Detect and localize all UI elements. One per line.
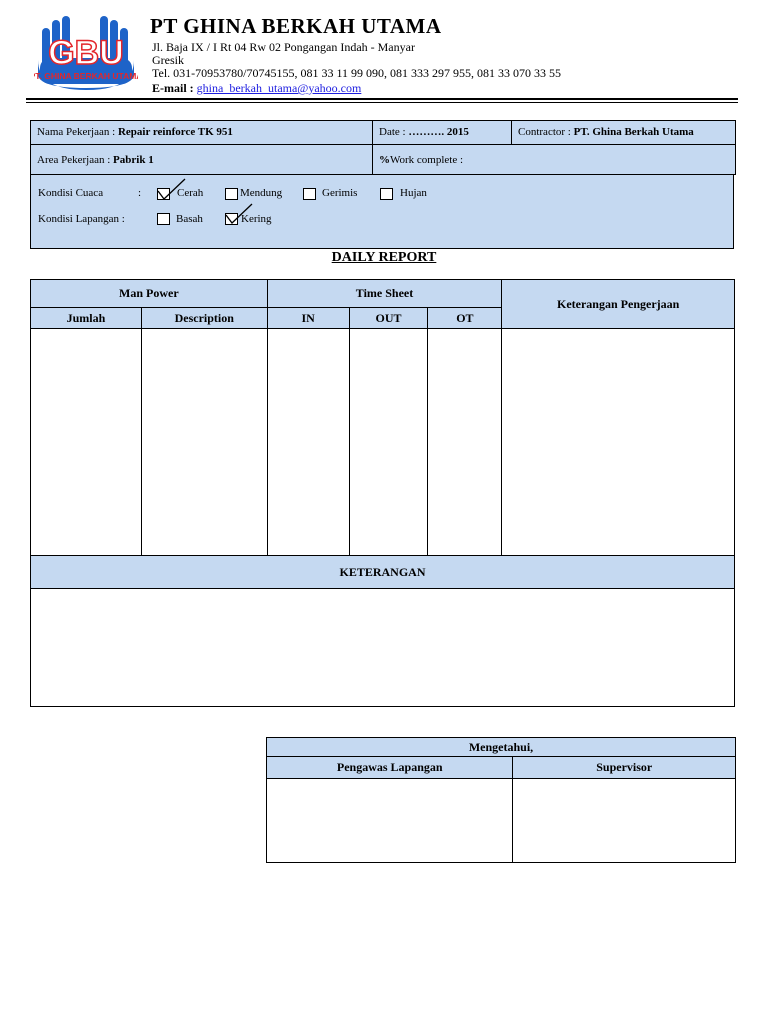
email-link[interactable]: ghina_berkah_utama@yahoo.com — [196, 81, 362, 95]
keterangan-pengerjaan-header: Keterangan Pengerjaan — [502, 280, 735, 329]
email-label: E-mail : — [152, 81, 197, 95]
nama-pekerjaan-value: Repair reinforce TK 951 — [117, 126, 233, 138]
address-line2: Gresik — [152, 53, 184, 67]
address-line1: Jl. Baja IX / I Rt 04 Rw 02 Pongangan Indah - Manyar — [152, 40, 415, 54]
logo-text: GBU — [48, 34, 124, 72]
job-info-box — [30, 120, 734, 249]
jumlah-cell[interactable] — [31, 329, 142, 556]
keterangan-pengerjaan-cell[interactable] — [502, 329, 735, 556]
work-complete-label: Work complete : — [390, 154, 464, 166]
checkbox-hujan[interactable] — [380, 188, 393, 200]
lapangan-label: Kondisi Lapangan : — [38, 213, 125, 225]
contractor-value: PT. Ghina Berkah Utama — [573, 126, 694, 138]
pengawas-header: Pengawas Lapangan — [267, 757, 513, 779]
checkbox-mendung[interactable] — [225, 188, 238, 200]
date-label: Date : — [379, 126, 409, 138]
cuaca-label: Kondisi Cuaca — [38, 187, 104, 199]
area-value: Pabrik 1 — [113, 154, 154, 166]
hujan-label: Hujan — [400, 187, 427, 199]
nama-pekerjaan-cell — [30, 120, 373, 145]
man-power-header: Man Power — [31, 280, 268, 308]
checkbox-gerimis[interactable] — [303, 188, 316, 200]
time-sheet-header: Time Sheet — [267, 280, 502, 308]
percent-sign: % — [379, 154, 390, 166]
pengawas-signature-cell[interactable] — [267, 779, 513, 863]
out-header: OUT — [349, 308, 428, 329]
letterhead-divider-thin — [26, 102, 738, 103]
ot-header: OT — [428, 308, 502, 329]
keterangan-header: KETERANGAN — [31, 556, 735, 589]
mendung-label: Mendung — [240, 187, 283, 199]
description-header: Description — [141, 308, 267, 329]
in-cell[interactable] — [267, 329, 349, 556]
gerimis-label: Gerimis — [322, 187, 358, 199]
logo-subtext: PT. GHINA BERKAH UTAMA — [34, 71, 138, 81]
description-cell[interactable] — [141, 329, 267, 556]
company-logo — [34, 14, 138, 92]
mengetahui-header: Mengetahui, — [267, 738, 736, 757]
letterhead-divider — [26, 98, 738, 100]
email-line — [152, 81, 361, 95]
daily-report-table — [30, 279, 735, 707]
supervisor-header: Supervisor — [513, 757, 736, 779]
out-cell[interactable] — [349, 329, 428, 556]
checkbox-basah[interactable] — [157, 213, 170, 225]
ot-cell[interactable] — [428, 329, 502, 556]
jumlah-header: Jumlah — [31, 308, 142, 329]
in-header: IN — [267, 308, 349, 329]
telephone-line: Tel. 031-70953780/70745155, 081 33 11 99 090, 081 333 297 955, 081 33 070 33 55 — [152, 66, 562, 80]
cerah-label: Cerah — [177, 187, 204, 199]
nama-pekerjaan-label: Nama Pekerjaan : — [37, 126, 118, 138]
keterangan-cell[interactable] — [31, 589, 735, 707]
signature-table — [266, 737, 736, 863]
company-name: PT GHINA BERKAH UTAMA — [150, 14, 442, 38]
area-label: Area Pekerjaan : — [37, 154, 114, 166]
kering-label: Kering — [241, 213, 272, 225]
date-cell — [372, 120, 512, 145]
basah-label: Basah — [176, 213, 203, 225]
contractor-cell — [511, 120, 736, 145]
report-title: DAILY REPORT — [331, 250, 437, 265]
contractor-label: Contractor : — [518, 126, 574, 138]
cuaca-colon: : — [138, 187, 142, 199]
area-pekerjaan-cell — [30, 144, 373, 175]
work-complete-cell — [372, 144, 736, 175]
supervisor-signature-cell[interactable] — [513, 779, 736, 863]
date-value: ………. 2015 — [408, 126, 469, 138]
